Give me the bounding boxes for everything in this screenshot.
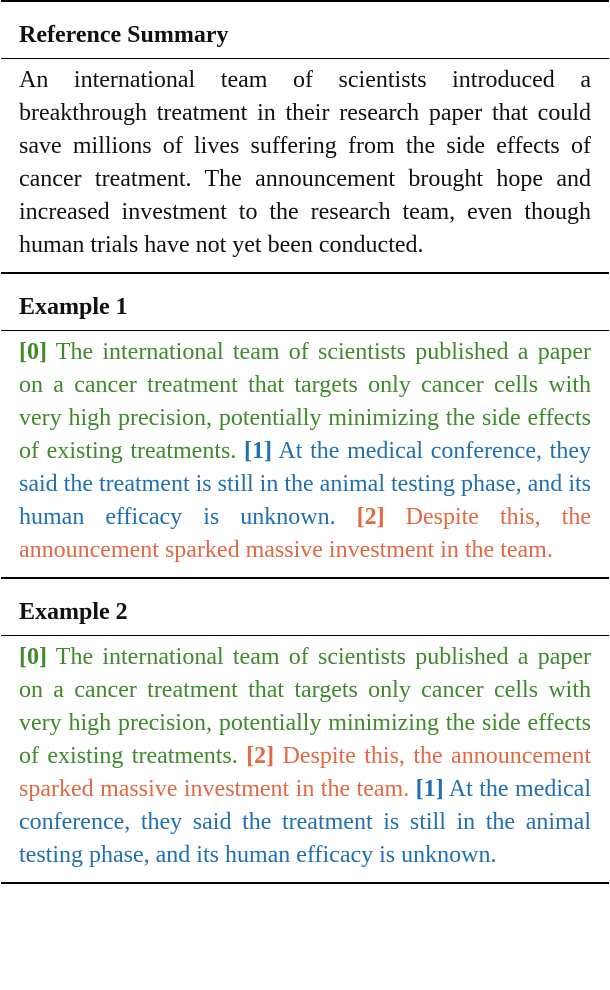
- example-2-segment-1-text: Despite this, the announcement sparked massive investment in the team.: [19, 743, 591, 802]
- summary-table: [1, 0, 609, 884]
- example-2-segment-0-tag: [0]: [19, 644, 47, 670]
- example-1-segment-0-tag: [0]: [19, 339, 47, 365]
- example-1-segment-2-tag: [2]: [356, 504, 385, 530]
- example-1-segment-0-text: The international team of scientists published a paper on a cancer treatment that targets only cancer cells with very high precision, potentially minimizing the side effects of existing treatments.: [19, 339, 591, 464]
- example-2-segment-2-tag: [1]: [415, 776, 444, 802]
- example-1-segment-1-text: At the medical conference, they said the treatment is still in the animal testing phase, and its human efficacy is unknown.: [19, 438, 591, 530]
- example-2-segment-1-tag: [2]: [246, 743, 275, 769]
- example-2-heading: Example 2: [1, 579, 609, 636]
- example-2-segment-0-text: The international team of scientists published a paper on a cancer treatment that targets only cancer cells with very high precision, potentially minimizing the side effects of existing treatments.: [19, 644, 591, 769]
- example-1-segment-2-text: Despite this, the announcement sparked massive investment in the team.: [19, 504, 591, 563]
- example-1-heading: Example 1: [1, 274, 609, 331]
- reference-summary-text: An international team of scientists introduced a breakthrough treatment in their research paper that could save millions of lives suffering from the side effects of cancer treatment. The announcement brought hope and increased investment to the research team, even though human trials have not yet been conducted.: [1, 59, 609, 274]
- reference-summary-heading: Reference Summary: [1, 2, 609, 59]
- example-1-text: [1, 331, 609, 579]
- example-1-segment-1-tag: [1]: [244, 438, 273, 464]
- example-2-segment-2-text: At the medical conference, they said the treatment is still in the animal testing phase, and its human efficacy is unknown.: [19, 776, 591, 868]
- example-2-text: [1, 636, 609, 882]
